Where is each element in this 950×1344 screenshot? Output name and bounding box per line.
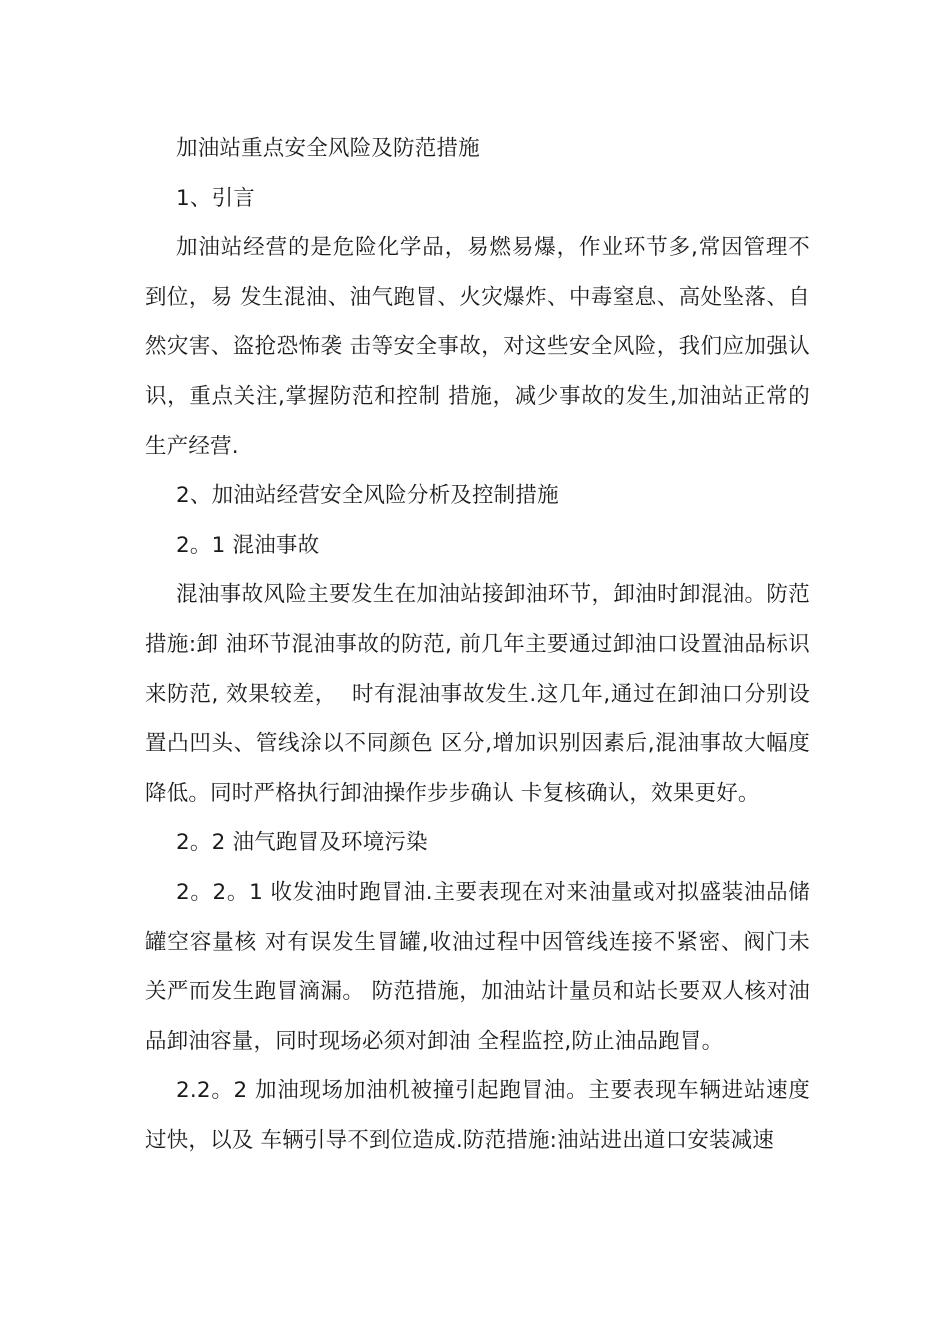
paragraph-dispenser-collision: 2.2。2 加油现场加油机被撞引起跑冒油。主要表现车辆进站速度过快，以及 车辆引导不到位造成.防范措施:油站进出道口安装减速 (145, 1078, 810, 1153)
document-title: 加油站重点安全风险及防范措施 (176, 136, 480, 161)
document-body (145, 124, 810, 1165)
subsection-heading-oil-vapor-leak: 2。2 油气跑冒及环境污染 (176, 830, 428, 856)
subsection-heading-mixed-oil: 2。1 混油事故 (176, 532, 320, 558)
section-heading-risk-analysis: 2、加油站经营安全风险分析及控制措施 (176, 483, 559, 509)
paragraph-introduction: 加油站经营的是危险化学品，易燃易爆，作业环节多,常因管理不到位，易 发生混油、油气跑冒、火灾爆炸、中毒窒息、高处坠落、自然灾害、盗抢恐怖袭 击等安全事故，对这些安全风险，我们应加强认识，重点关注,掌握防范和控制 措施，减少事故的发生,加油站正常的生产经营. (145, 235, 810, 459)
paragraph-receiving-oil-overflow: 2。2。1 收发油时跑冒油.主要表现在对来油量或对拟盛装油品储罐空容量核 对有误发生冒罐,收油过程中因管线连接不紧密、阀门未关严而发生跑冒滴漏。 防范措施，加油站计量员和站长要双人核对油品卸油容量，同时现场必须对卸油 全程监控,防止油品跑冒。 (145, 879, 810, 1054)
paragraph-mixed-oil: 混油事故风险主要发生在加油站接卸油环节，卸油时卸混油。防范措施:卸 油环节混油事故的防范, 前几年主要通过卸油口设置油品标识来防范, 效果较差， 时有混油事故发生.这几年,通过在卸油口分别设置凸凹头、管线涂以不同颜色 区分,增加识别因素后,混油事故大幅度降低。同时严格执行卸油操作步步确认 卡复核确认，效果更好。 (145, 582, 810, 806)
section-heading-introduction: 1、引言 (176, 185, 255, 211)
